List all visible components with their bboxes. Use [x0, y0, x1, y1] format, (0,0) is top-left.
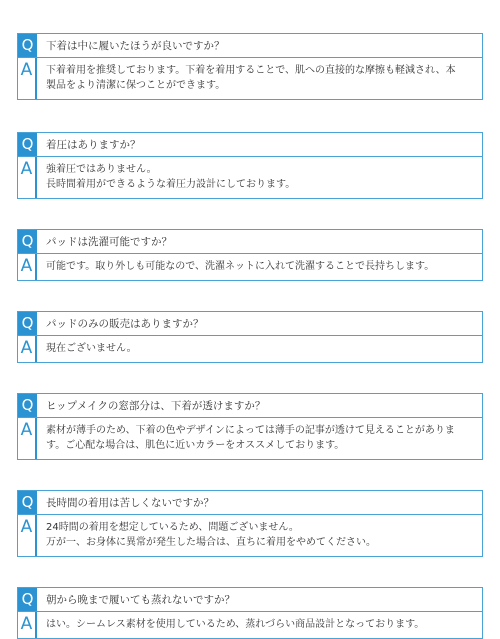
answer-line: はい。シームレス素材を使用しているため、蒸れづらい商品設計となっております。 — [46, 619, 425, 630]
answer-marker: A — [18, 612, 37, 638]
answer-line: 下着着用を推奨しております。下着を着用することで、肌への直接的な摩擦も軽減され、本 — [46, 65, 456, 76]
faq-item — [17, 311, 483, 363]
answer-line: 長時間着用ができるような着圧力設計にしております。 — [46, 179, 296, 190]
answer-line: す。ご心配な場合は、肌色に近いカラーをオススメしております。 — [46, 440, 345, 451]
answer-marker: A — [18, 157, 37, 198]
answer-text — [37, 515, 482, 556]
question-row — [17, 490, 483, 515]
faq-item — [17, 587, 483, 639]
answer-row — [17, 254, 483, 281]
answer-line: 現在ございません。 — [46, 343, 137, 354]
answer-row — [17, 58, 483, 100]
faq-item — [17, 229, 483, 281]
question-marker: Q — [18, 230, 37, 253]
question-row — [17, 229, 483, 254]
answer-line: 素材が薄手のため、下着の色やデザインによっては薄手の記事が透けて見えることがありま — [46, 425, 455, 436]
faq-list — [17, 33, 483, 639]
question-text: 朝から晩まで履いても蒸れないですか？ — [46, 594, 235, 606]
question-marker: Q — [18, 588, 37, 611]
answer-text — [37, 336, 482, 362]
answer-text — [37, 612, 482, 638]
faq-item — [17, 132, 483, 199]
answer-line: 製品をより清潔に保つことができます。 — [46, 80, 226, 91]
answer-text — [37, 254, 482, 280]
answer-row — [17, 157, 483, 199]
question-text: 着圧はありますか？ — [46, 139, 141, 151]
faq-item — [17, 33, 483, 100]
question-marker: Q — [18, 312, 37, 335]
answer-line: 24時間の着用を想定しているため、問題ございません。 — [46, 522, 299, 533]
answer-line: 万が一、お身体に異常が発生した場合は、直ちに着用をやめてください。 — [46, 537, 376, 548]
question-marker: Q — [18, 491, 37, 514]
answer-text — [37, 58, 482, 99]
answer-text — [37, 157, 482, 198]
answer-marker: A — [18, 254, 37, 280]
question-marker: Q — [18, 34, 37, 57]
question-row — [17, 311, 483, 336]
answer-text — [37, 418, 482, 459]
answer-marker: A — [18, 58, 37, 99]
faq-item — [17, 490, 483, 557]
question-text: パッドは洗濯可能ですか？ — [46, 236, 172, 248]
question-marker: Q — [18, 133, 37, 156]
question-row — [17, 33, 483, 58]
answer-marker: A — [18, 336, 37, 362]
faq-item — [17, 393, 483, 460]
question-row — [17, 132, 483, 157]
question-text: 下着は中に履いたほうが良いですか？ — [46, 40, 225, 52]
answer-row — [17, 612, 483, 639]
question-text: ヒップメイクの窓部分は、下着が透けますか？ — [46, 400, 266, 412]
answer-line: 可能です。取り外しも可能なので、洗濯ネットに入れて洗濯することで長持ちします。 — [46, 261, 435, 272]
question-text: 長時間の着用は苦しくないですか？ — [46, 497, 214, 509]
answer-row — [17, 418, 483, 460]
answer-marker: A — [18, 418, 37, 459]
answer-line: 強着圧ではありません。 — [46, 164, 157, 175]
answer-row — [17, 515, 483, 557]
answer-row — [17, 336, 483, 363]
answer-marker: A — [18, 515, 37, 556]
question-text: パッドのみの販売はありますか？ — [46, 318, 204, 330]
question-marker: Q — [18, 394, 37, 417]
question-row — [17, 393, 483, 418]
